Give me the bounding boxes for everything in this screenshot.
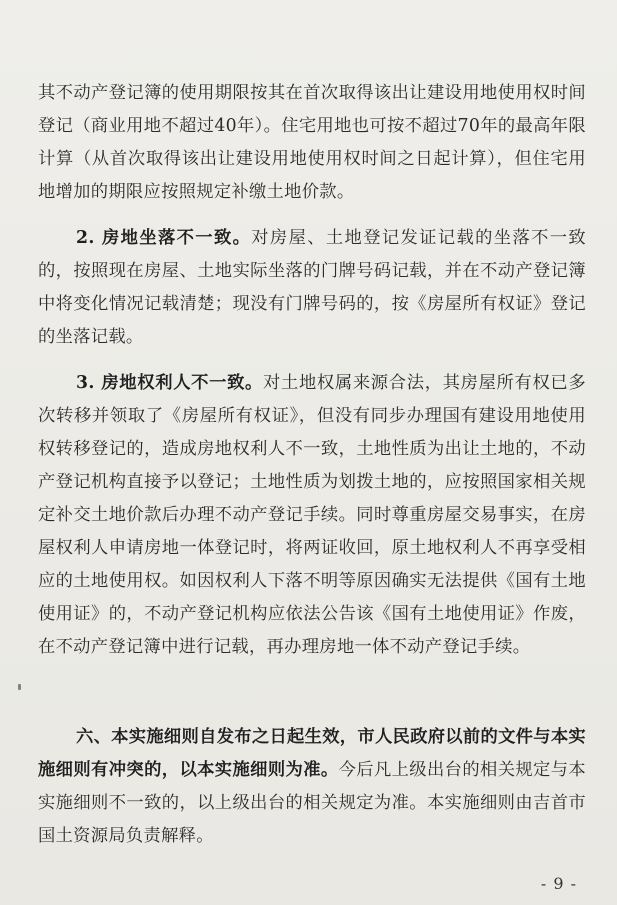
page-number: - 9 -: [540, 874, 577, 893]
paragraph-heading: 六、本实施细则自发布之日起生效，市人民政府以前的文件与本实施细则有冲突的，以本实施细则为准。: [38, 727, 586, 780]
paragraph-owner-mismatch: [38, 367, 586, 664]
paragraph-land-use-term: [38, 77, 586, 209]
paragraph-location-mismatch: [38, 222, 586, 354]
paragraph-heading: 2. 房地坐落不一致。: [76, 228, 252, 248]
paragraph-text: 今后凡上级出台的相关规定与本实施细则不一致的，以上级出台的相关规定为准。本实施细则由吉首市国土资源局负责解释。: [38, 760, 587, 846]
paragraph-text: 对房屋、土地登记发证记载的坐落不一致的，按照现在房屋、土地实际坐落的门牌号码记载，并在不动产登记簿中将变化情况记载清楚；现没有门牌号码的，按《房屋所有权证》登记的坐落记载。: [38, 228, 587, 347]
paragraph-text: 其不动产登记簿的使用期限按其在首次取得该出让建设用地使用权时间登记（商业用地不超过40年）。住宅用地也可按不超过70年的最高年限计算（从首次取得该出让建设用地使用权时间之日起计算），但住宅用地增加的期限应按照规定补缴土地价款。: [38, 83, 586, 202]
scan-speck: [18, 684, 21, 690]
paragraph-effective-date: [38, 721, 586, 853]
paragraph-heading: 3. 房地权利人不一致。: [76, 373, 264, 393]
paragraph-text: 对土地权属来源合法，其房屋所有权已多次转移并领取了《房屋所有权证》，但没有同步办理国有建设用地使用权转移登记的，造成房地权利人不一致，土地性质为出让土地的，不动产登记机构直接予以登记；土地性质为划拨土地的，应按照国家相关规定补交土地价款后办理不动产登记手续。同时尊重房屋交易事实，在房屋权利人申请房地一体登记时，将两证收回，原土地权利人不再享受相应的土地使用权。如因权利人下落不明等原因确实无法提供《国有土地使用证》的，不动产登记机构应依法公告该《国有土地使用证》作废，在不动产登记簿中进行记载，再办理房地一体不动产登记手续。: [38, 373, 586, 657]
